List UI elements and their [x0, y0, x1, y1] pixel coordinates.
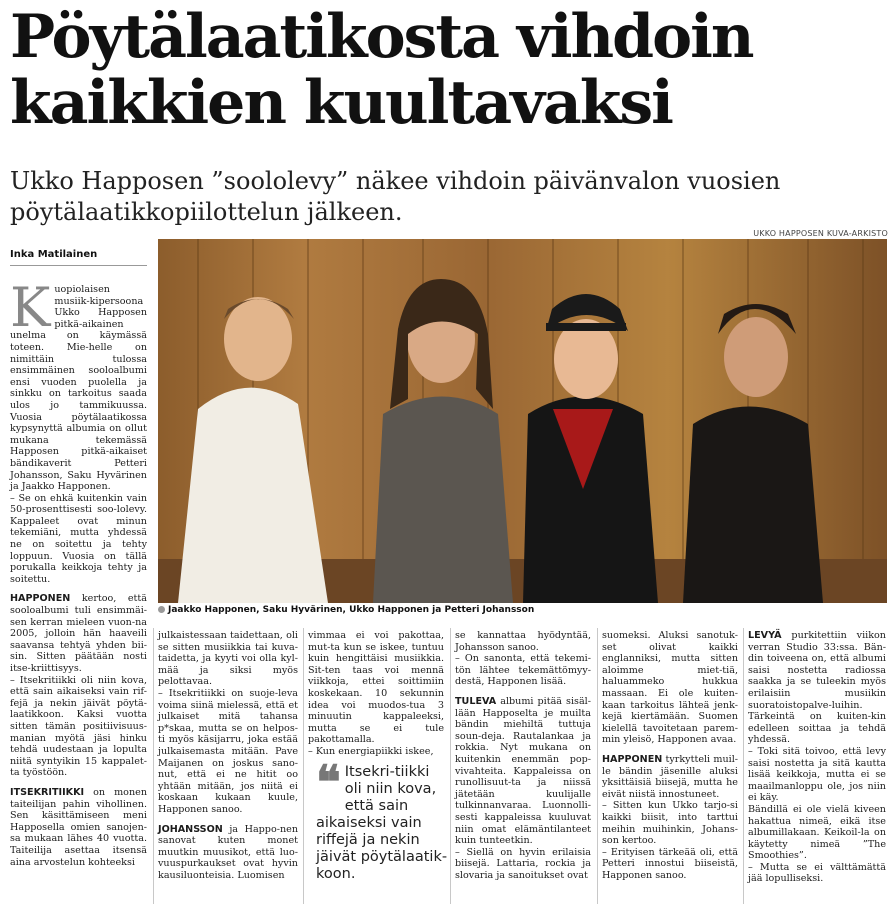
subheadline-line-2: pöytälaatikkopiilottelun jälkeen. — [10, 198, 403, 226]
col3-paragraph-2: – Kun energiapiikki iskee, — [308, 745, 434, 757]
col1-lead-itsekritiikki: ITSEKRITIIKKI — [10, 786, 85, 798]
col1-paragraph-4: – Itsekritiikki oli niin kova, että sain aikaiseksi vain rif-fejä ja nekin jäivät pöytä-laatikkoon. Kaksi vuotta sitten tämän positiivisuus-manian myötä jäsi hinku tehdä uudestaan ja lopulta niitä syntyikin 15 kappalet-ta työstöön. — [10, 674, 147, 779]
col6-paragraph-2: – Toki sitä toivoo, että levy saisi nostetta ja sitä kautta lisää keikkoja, mutta ei se maailmanloppu ole, jos niin ei käy. — [748, 745, 886, 804]
col6-paragraph-3: Bändillä ei ole vielä kiveen hakattua nimeä, eikä itse albumillakaan. Keikoil-la on käytetty nimeä ”The Smoothies”. — [748, 803, 886, 862]
col4-lead-tuleva: TULEVA — [455, 695, 497, 707]
col2-paragraph-1: julkaistessaan taidettaan, oli se sitten musiikkia tai kuva-taidetta, ja kyyti voi olla kyl-mää ja siksi myös pelottavaa. — [158, 630, 298, 688]
col6-lead-levya: LEVYÄ — [748, 630, 782, 641]
col2-paragraph-2: – Itsekritiikki on suoje-leva voima siinä mielessä, että et julkaiset mitä tahansa p*skaa, mutta se on helpos-ti myös käsijarru, joka estää julkaisemasta mitään. Pave Maijanen on joskus sano-nut, että ei ne hitit oo yhtään mitään, jos niitä ei koskaan kukaan kuule, Happonen sanoo. — [158, 687, 298, 815]
col1-paragraph-2: – Se on ehkä kuitenkin vain 50-prosenttisesti soo-lolevy. Kappaleet ovat minun tekemiäni, mutta yhdessä ne on soitettu ja tehty loppuun. Vuosia on tällä porukalla keikkoja tehty ja soitettu. — [10, 492, 147, 585]
photo-credit: UKKO HAPPOSEN KUVA-ARKISTO — [753, 229, 888, 238]
column-divider — [743, 628, 744, 904]
col1-lead-happonen: HAPPONEN — [10, 593, 71, 605]
photo-caption — [158, 605, 887, 615]
col5-lead-happonen: HAPPONEN — [602, 753, 663, 765]
column-divider — [153, 628, 154, 904]
headline — [10, 4, 890, 136]
column-divider — [450, 628, 451, 904]
column-divider — [303, 628, 304, 904]
col4-paragraph-2: – On sanonta, että tekemi-tön lähtee tekemättömyy-destä, Happonen lisää. — [455, 653, 591, 688]
col4-paragraph-4: – Siellä on hyvin erilaisia biisejä. Lattaria, rockia ja slovaria ja sanoitukset ovat — [455, 846, 591, 881]
article-column-4 — [455, 630, 591, 881]
byline-divider — [10, 265, 147, 266]
article-column-3 — [308, 630, 444, 758]
col5-paragraph-1: suomeksi. Aluksi sanotuk-set olivat kaikki englanniksi, mutta sitten aloimme miet-tiä, haluammeko hukkua massaan. Ei ole kuiten-kaan tarkoitus lähteä jenk-kejä kiertämään. Suomen kielellä tavoitetaan parem-min yleisö, Happonen avaa. — [602, 630, 738, 746]
article-column-5 — [602, 630, 738, 881]
article-column-2 — [158, 630, 298, 881]
quote-mark-icon: ❝ — [316, 755, 341, 809]
photo-caption-text: Jaakko Happonen, Saku Hyvärinen, Ukko Happonen ja Petteri Johansson — [168, 605, 535, 615]
col6-paragraph-4: – Mutta se ei välttämättä jää lopulliseksi. — [748, 861, 886, 885]
col2-lead-johansson: JOHANSSON — [158, 823, 223, 835]
col5-paragraph-4: – Erityisen tärkeää oli, että Petteri innostui biiseistä, Happonen sanoo. — [602, 846, 738, 881]
col5-paragraph-3: – Sitten kun Ukko tarjo-si kaikki biisit, into tarttui meihin muihinkin, Johans-son kertoo. — [602, 800, 738, 847]
col1-paragraph-5: on monen taiteilijan pahin vihollinen. Sen käsittämiseen meni Happosella omien sanojen-sa mukaan lähes 40 vuotta. Taiteilija asettaa itsensä aina arvostelun kohteeksi — [10, 786, 147, 868]
subheadline-line-1: Ukko Happosen ”soololevy” näkee vihdoin päivänvalon vuosien — [10, 167, 781, 195]
col1-paragraph-1: uopiolaisen musiik-kipersoona Ukko Happosen pitkä-aikainen unelma on käymässä toteen. Mie-helle on nimittäin tulossa ensimmäinen sooloalbumi ensi vuoden puolella ja sinkku on tarkoitus saada ulos jo tammikuussa. Vuosia pöytälaatikossa kypsynyttä albumia on ollut mukana tekemässä Happosen pitkä-aikaiset bändikaverit Petteri Johansson, Saku Hyvärinen ja Jaakko Happonen. — [10, 284, 147, 493]
col6-paragraph-1: purkitettiin viikon verran Studio 33:ssa. Bän-din toiveena on, että albumi saisi nostetta radiossa saakka ja se tuleekin myös erilaisiin musiikin suoratoistopalve-luihin. Tärkeintä on kuiten-kin edelleen soittaa ja tehdä yhdessä. — [748, 630, 886, 746]
col3-paragraph-1: vimmaa ei voi pakottaa, mut-ta kun se iskee, tuntuu kuin hengittäisi musiikkia. Sit-ten taas voi mennä viikkoja, ettei soittimiin koskekaan. 10 sekunnin idea voi muodos-tua 3 minuutin kappaleeksi, mutta se ei tule pakottamalla. — [308, 630, 444, 746]
column-divider — [597, 628, 598, 904]
col2-paragraph-3: ja Happo-nen sanovat kuten monet muutkin muusikot, että luo-vuuspurkaukset ovat hyvin kausiluonteisia. Luomisen — [158, 823, 298, 881]
col5-paragraph-2: tyrkytteli muil-le bändin jäsenille aluksi yksittäisiä biisejä, mutta he eivät niistä innostuneet. — [602, 753, 738, 800]
caption-bullet-icon — [158, 606, 165, 613]
drop-cap: K — [10, 276, 51, 339]
band-photo — [158, 239, 887, 603]
article-column-1 — [10, 276, 147, 868]
band-photo-image — [158, 239, 887, 603]
pull-quote-text: Itsekri-tiikki oli niin kova, että sain aikaiseksi vain riffejä ja nekin jäivät pöytälaatik-koon. — [316, 764, 448, 882]
col4-paragraph-1: se kannattaa hyödyntää, Johansson sanoo. — [455, 630, 591, 653]
col4-paragraph-3: albumi pitää sisäl-lään Happoselta je muilta bändin miehiltä tuttuja soun-deja. Rautalankaa ja rokkia. Nyt mukana on kuitenkin enemmän pop-vivahteita. Kappaleissa on runollisuut-ta ja niissä jätetään kuulijalle tulkinnanvaraa. Luonnolli-sesti kappaleissa kuuluvat niin omat elämäntilanteet kuin tunteetkin. — [455, 695, 591, 847]
article-column-6 — [748, 630, 886, 885]
col1-paragraph-3: kertoo, että sooloalbumi tuli ensimmäi-sen kerran mieleen vuon-na 2005, jolloin hän haaveili saavansa tehtyä yhden bii-sin. Sitten päätään nosti itse-kriittisyys. — [10, 593, 147, 674]
headline-line-1: Pöytälaatikosta vihdoin — [10, 2, 753, 72]
subheadline — [10, 166, 890, 228]
author-byline: Inka Matilainen — [10, 249, 98, 260]
pull-quote — [316, 755, 448, 883]
headline-line-2: kaikkien kuultavaksi — [10, 68, 672, 138]
